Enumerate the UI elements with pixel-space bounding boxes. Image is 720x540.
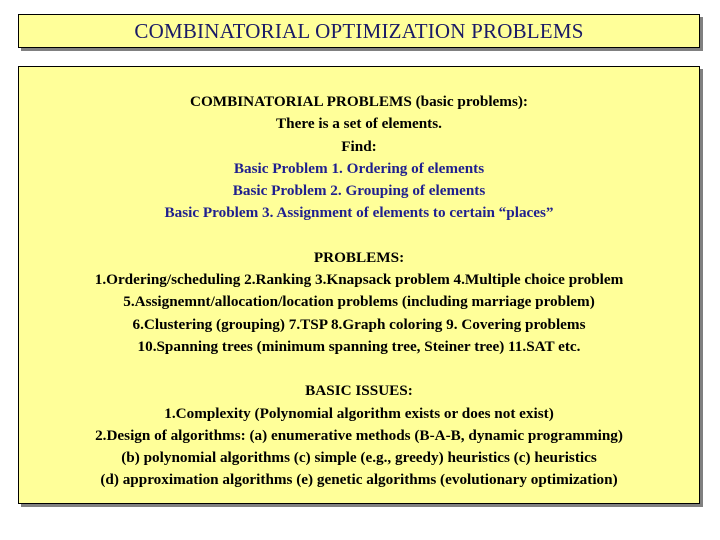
basic-issues-line-4: (d) approximation algorithms (e) genetic algorithms (evolutionary optimization) — [100, 471, 618, 489]
basic-issues-line-3: (b) polynomial algorithms (c) simple (e.g., greedy) heuristics (c) heuristics — [121, 449, 597, 467]
basic-issues-line-2: 2.Design of algorithms: (a) enumerative methods (B-A-B, dynamic programming) — [95, 426, 623, 444]
problems-line-2: 5.Assignemnt/allocation/location problems (including marriage problem) — [123, 293, 595, 311]
section-spacer — [19, 358, 699, 380]
problems-line-1: 1.Ordering/scheduling 2.Ranking 3.Knapsack problem 4.Multiple choice problem — [94, 271, 624, 289]
problems-heading: PROBLEMS: — [313, 248, 405, 266]
basic-problems-line-2: Find: — [341, 137, 377, 155]
problems-line-3: 6.Clustering (grouping) 7.TSP 8.Graph coloring 9. Covering problems — [132, 315, 586, 333]
content-panel — [18, 66, 700, 504]
basic-problem-3: Basic Problem 3. Assignment of elements to certain “places” — [164, 204, 554, 222]
basic-issues-line-1: 1.Complexity (Polynomial algorithm exists or does not exist) — [164, 404, 554, 422]
slide-title-text: COMBINATORIAL OPTIMIZATION PROBLEMS — [134, 18, 584, 43]
basic-problem-1: Basic Problem 1. Ordering of elements — [233, 159, 485, 177]
basic-problem-2: Basic Problem 2. Grouping of elements — [232, 182, 486, 200]
basic-issues-heading: BASIC ISSUES: — [305, 382, 413, 400]
slide-title — [18, 14, 700, 48]
basic-problems-heading: COMBINATORIAL PROBLEMS (basic problems): — [190, 93, 528, 110]
problems-line-4: 10.Spanning trees (minimum spanning tree, Steiner tree) 11.SAT etc. — [137, 337, 581, 355]
section-spacer — [19, 225, 699, 247]
basic-problems-line-1: There is a set of elements. — [276, 115, 442, 133]
